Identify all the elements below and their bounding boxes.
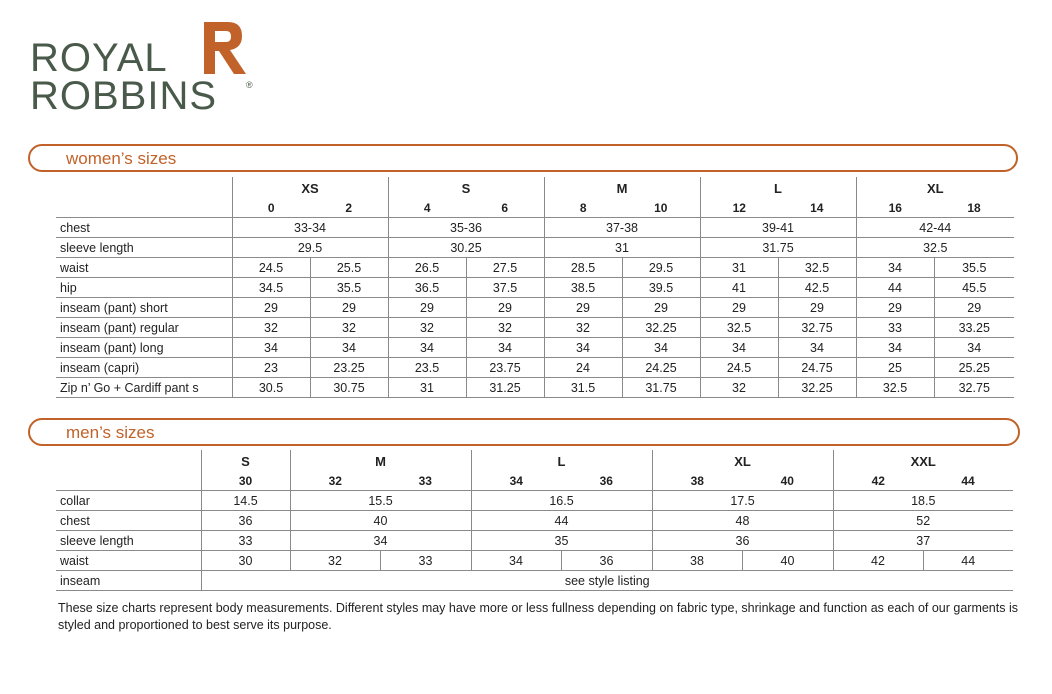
table-cell: 37-38 bbox=[544, 218, 700, 238]
men-size-table bbox=[56, 450, 1013, 591]
registered-mark: ® bbox=[246, 80, 253, 90]
table-cell: 36 bbox=[652, 531, 833, 551]
women-row-hip bbox=[56, 278, 1014, 298]
table-cell: 32.5 bbox=[700, 318, 778, 338]
table-cell: 45.5 bbox=[934, 278, 1014, 298]
men-size-34: 34 bbox=[471, 472, 561, 491]
women-size-0: 0 bbox=[232, 199, 310, 218]
table-cell: 32.75 bbox=[934, 378, 1014, 398]
table-cell: 30.5 bbox=[232, 378, 310, 398]
row-label: inseam (pant) short bbox=[56, 298, 232, 318]
table-cell: 25 bbox=[856, 358, 934, 378]
men-group-header-row bbox=[56, 450, 1013, 472]
table-cell: 33 bbox=[856, 318, 934, 338]
table-cell: 25.25 bbox=[934, 358, 1014, 378]
table-cell: 35 bbox=[471, 531, 652, 551]
women-row-inseam-capri- bbox=[56, 358, 1014, 378]
table-cell: 34 bbox=[544, 338, 622, 358]
row-label: inseam (pant) regular bbox=[56, 318, 232, 338]
men-sizes-title: men’s sizes bbox=[66, 423, 155, 442]
table-cell: 29 bbox=[622, 298, 700, 318]
table-cell: 17.5 bbox=[652, 491, 833, 511]
table-cell: 30.25 bbox=[388, 238, 544, 258]
men-size-40: 40 bbox=[742, 472, 833, 491]
women-group-s: S bbox=[388, 177, 544, 199]
table-cell: 36 bbox=[561, 551, 652, 571]
women-sizes-title: women’s sizes bbox=[66, 149, 177, 168]
table-cell: 38.5 bbox=[544, 278, 622, 298]
men-group-xxl: XXL bbox=[833, 450, 1013, 472]
row-label: waist bbox=[56, 551, 201, 571]
table-cell: 34 bbox=[934, 338, 1014, 358]
table-cell: 24 bbox=[544, 358, 622, 378]
table-cell: 24.5 bbox=[700, 358, 778, 378]
logo-line-2: ROBBINS bbox=[30, 74, 218, 118]
table-cell: 31.25 bbox=[466, 378, 544, 398]
table-cell: 29 bbox=[388, 298, 466, 318]
men-row-waist bbox=[56, 551, 1013, 571]
women-size-header-row bbox=[56, 199, 1014, 218]
men-size-42: 42 bbox=[833, 472, 923, 491]
women-size-10: 10 bbox=[622, 199, 700, 218]
table-cell: 37.5 bbox=[466, 278, 544, 298]
table-cell: 42.5 bbox=[778, 278, 856, 298]
table-cell: 33-34 bbox=[232, 218, 388, 238]
men-row-sleeve-length bbox=[56, 531, 1013, 551]
table-cell: 31.5 bbox=[544, 378, 622, 398]
table-cell: 35.5 bbox=[310, 278, 388, 298]
table-cell: 36.5 bbox=[388, 278, 466, 298]
women-sizes-header bbox=[28, 144, 1018, 172]
table-cell: 24.75 bbox=[778, 358, 856, 378]
table-cell: 35-36 bbox=[388, 218, 544, 238]
table-cell: 29.5 bbox=[232, 238, 388, 258]
table-cell: 29 bbox=[934, 298, 1014, 318]
table-cell: 16.5 bbox=[471, 491, 652, 511]
table-cell: 23.25 bbox=[310, 358, 388, 378]
men-group-s: S bbox=[201, 450, 290, 472]
table-cell: 32 bbox=[232, 318, 310, 338]
logo-line-1: ROYAL bbox=[30, 36, 168, 80]
table-cell: 44 bbox=[923, 551, 1013, 571]
table-cell: 34 bbox=[388, 338, 466, 358]
men-row-collar bbox=[56, 491, 1013, 511]
table-cell: 33 bbox=[201, 531, 290, 551]
men-size-header-row bbox=[56, 472, 1013, 491]
table-cell: 29 bbox=[544, 298, 622, 318]
table-cell: 34 bbox=[466, 338, 544, 358]
men-corner-cell-2 bbox=[56, 472, 201, 491]
women-row-inseam-pant-long bbox=[56, 338, 1014, 358]
table-cell: 29 bbox=[232, 298, 310, 318]
row-label: Zip n’ Go + Cardiff pant s bbox=[56, 378, 232, 398]
table-cell: 18.5 bbox=[833, 491, 1013, 511]
table-cell: 40 bbox=[290, 511, 471, 531]
table-cell: 32.5 bbox=[778, 258, 856, 278]
row-label: sleeve length bbox=[56, 531, 201, 551]
table-cell: 32.5 bbox=[856, 238, 1014, 258]
men-size-32: 32 bbox=[290, 472, 380, 491]
table-cell: 34 bbox=[622, 338, 700, 358]
table-cell: 44 bbox=[471, 511, 652, 531]
table-cell: 42-44 bbox=[856, 218, 1014, 238]
table-cell: 31 bbox=[388, 378, 466, 398]
table-cell: 36 bbox=[201, 511, 290, 531]
table-cell: 34 bbox=[778, 338, 856, 358]
table-cell: 31 bbox=[544, 238, 700, 258]
row-label: hip bbox=[56, 278, 232, 298]
row-label: inseam (pant) long bbox=[56, 338, 232, 358]
table-cell: 34.5 bbox=[232, 278, 310, 298]
table-cell: 34 bbox=[471, 551, 561, 571]
table-cell: 52 bbox=[833, 511, 1013, 531]
table-cell: 23.5 bbox=[388, 358, 466, 378]
table-cell: 34 bbox=[290, 531, 471, 551]
row-label: chest bbox=[56, 218, 232, 238]
table-cell: 39.5 bbox=[622, 278, 700, 298]
women-size-16: 16 bbox=[856, 199, 934, 218]
table-cell: 32.25 bbox=[622, 318, 700, 338]
women-corner-cell bbox=[56, 177, 232, 199]
table-cell: 32 bbox=[700, 378, 778, 398]
women-size-8: 8 bbox=[544, 199, 622, 218]
table-cell: 40 bbox=[742, 551, 833, 571]
men-sizes-header bbox=[28, 418, 1020, 446]
table-cell: 26.5 bbox=[388, 258, 466, 278]
table-cell: 25.5 bbox=[310, 258, 388, 278]
table-cell: 33.25 bbox=[934, 318, 1014, 338]
table-cell: 33 bbox=[380, 551, 471, 571]
table-cell: 27.5 bbox=[466, 258, 544, 278]
table-cell: 32 bbox=[388, 318, 466, 338]
row-label: inseam (capri) bbox=[56, 358, 232, 378]
table-cell: 29 bbox=[778, 298, 856, 318]
women-row-waist bbox=[56, 258, 1014, 278]
table-cell: 32.25 bbox=[778, 378, 856, 398]
women-group-l: L bbox=[700, 177, 856, 199]
table-cell: 44 bbox=[856, 278, 934, 298]
table-cell: 29 bbox=[856, 298, 934, 318]
men-row-chest bbox=[56, 511, 1013, 531]
women-corner-cell-2 bbox=[56, 199, 232, 218]
size-chart-note: These size charts represent body measurements. Different styles may have more or less fullness depending on fabric type, shrinkage and function as each of our garments is styled and proportioned to best serve its purpose. bbox=[58, 601, 1018, 632]
table-cell: 34 bbox=[232, 338, 310, 358]
women-row-inseam-pant-regular bbox=[56, 318, 1014, 338]
women-row-chest bbox=[56, 218, 1014, 238]
table-cell: 32 bbox=[466, 318, 544, 338]
table-cell: 29 bbox=[700, 298, 778, 318]
table-cell: 14.5 bbox=[201, 491, 290, 511]
table-cell: 37 bbox=[833, 531, 1013, 551]
table-cell: 35.5 bbox=[934, 258, 1014, 278]
table-cell: 32.75 bbox=[778, 318, 856, 338]
table-cell: 38 bbox=[652, 551, 742, 571]
table-cell: 24.25 bbox=[622, 358, 700, 378]
table-cell: 34 bbox=[856, 258, 934, 278]
table-cell: 31.75 bbox=[700, 238, 856, 258]
table-cell: 32.5 bbox=[856, 378, 934, 398]
men-size-38: 38 bbox=[652, 472, 742, 491]
table-cell: 34 bbox=[700, 338, 778, 358]
logo-rr-mark bbox=[202, 20, 254, 76]
women-row-zip-n-go-cardiff-pant-s bbox=[56, 378, 1014, 398]
women-row-sleeve-length bbox=[56, 238, 1014, 258]
table-cell: 42 bbox=[833, 551, 923, 571]
table-cell: 39-41 bbox=[700, 218, 856, 238]
table-cell: 23.75 bbox=[466, 358, 544, 378]
men-size-36: 36 bbox=[561, 472, 652, 491]
men-size-30: 30 bbox=[201, 472, 290, 491]
table-cell: 31.75 bbox=[622, 378, 700, 398]
table-cell: see style listing bbox=[201, 571, 1013, 591]
row-label: collar bbox=[56, 491, 201, 511]
men-size-33: 33 bbox=[380, 472, 471, 491]
table-cell: 23 bbox=[232, 358, 310, 378]
men-corner-cell bbox=[56, 450, 201, 472]
royal-robbins-logo bbox=[30, 20, 270, 118]
table-cell: 28.5 bbox=[544, 258, 622, 278]
women-size-table bbox=[56, 177, 1014, 398]
women-group-header-row bbox=[56, 177, 1014, 199]
women-size-12: 12 bbox=[700, 199, 778, 218]
women-group-m: M bbox=[544, 177, 700, 199]
table-cell: 32 bbox=[310, 318, 388, 338]
women-row-inseam-pant-short bbox=[56, 298, 1014, 318]
table-cell: 15.5 bbox=[290, 491, 471, 511]
row-label: chest bbox=[56, 511, 201, 531]
table-cell: 48 bbox=[652, 511, 833, 531]
table-cell: 32 bbox=[544, 318, 622, 338]
men-row-inseam bbox=[56, 571, 1013, 591]
table-cell: 30 bbox=[201, 551, 290, 571]
table-cell: 31 bbox=[700, 258, 778, 278]
women-size-4: 4 bbox=[388, 199, 466, 218]
women-size-14: 14 bbox=[778, 199, 856, 218]
men-group-l: L bbox=[471, 450, 652, 472]
table-cell: 29.5 bbox=[622, 258, 700, 278]
men-group-m: M bbox=[290, 450, 471, 472]
table-cell: 34 bbox=[310, 338, 388, 358]
row-label: inseam bbox=[56, 571, 201, 591]
table-cell: 29 bbox=[310, 298, 388, 318]
table-cell: 24.5 bbox=[232, 258, 310, 278]
women-group-xs: XS bbox=[232, 177, 388, 199]
men-size-44: 44 bbox=[923, 472, 1013, 491]
table-cell: 30.75 bbox=[310, 378, 388, 398]
table-cell: 32 bbox=[290, 551, 380, 571]
women-size-2: 2 bbox=[310, 199, 388, 218]
men-group-xl: XL bbox=[652, 450, 833, 472]
table-cell: 34 bbox=[856, 338, 934, 358]
women-size-18: 18 bbox=[934, 199, 1014, 218]
women-group-xl: XL bbox=[856, 177, 1014, 199]
table-cell: 41 bbox=[700, 278, 778, 298]
row-label: sleeve length bbox=[56, 238, 232, 258]
row-label: waist bbox=[56, 258, 232, 278]
table-cell: 29 bbox=[466, 298, 544, 318]
women-size-6: 6 bbox=[466, 199, 544, 218]
